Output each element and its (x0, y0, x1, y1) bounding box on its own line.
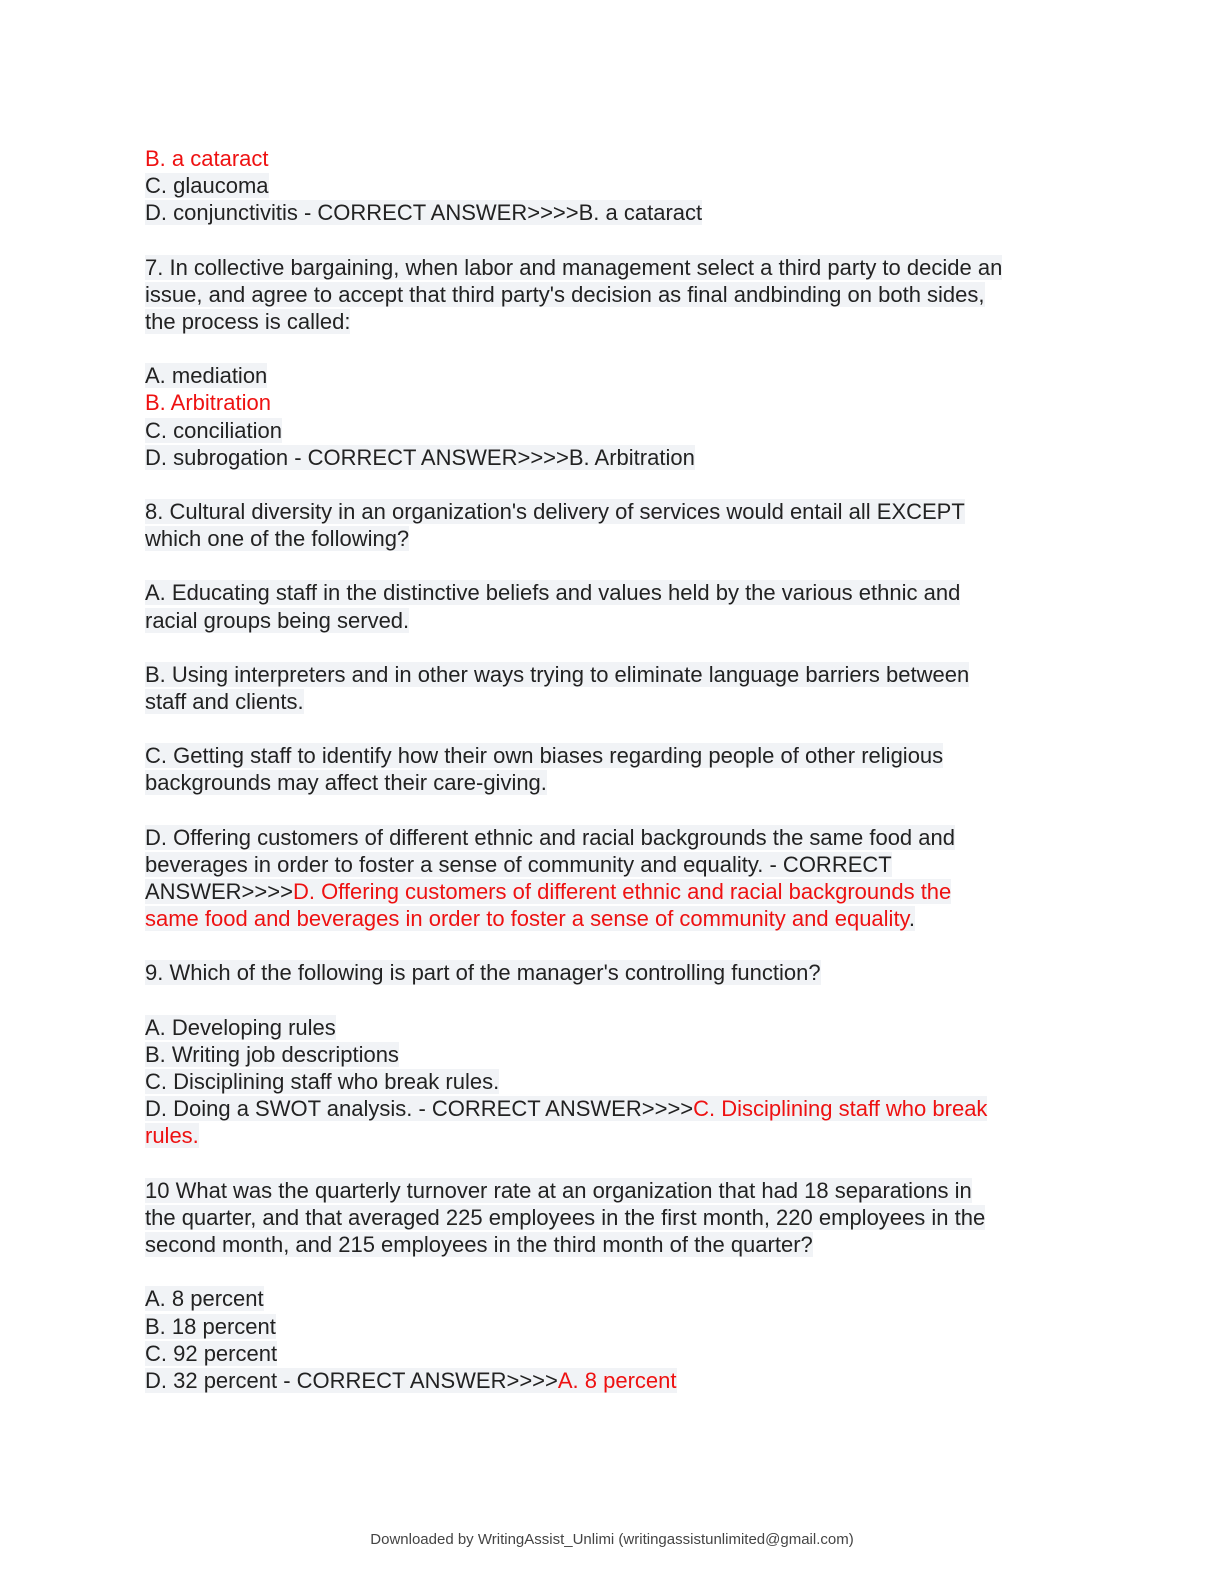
q9-option-a: A. Developing rules (145, 1014, 336, 1040)
question-10-options (145, 1285, 1080, 1394)
q7-question-line: 7. In collective bargaining, when labor and management select a third party to decide an (145, 254, 1003, 280)
q7-option-a: A. mediation (145, 363, 268, 389)
q6-answer-prefix: - CORRECT ANSWER>>>> (297, 200, 579, 226)
q10-option-b: B. 18 percent (145, 1313, 276, 1339)
q9-answer-prefix: - CORRECT ANSWER>>>> (412, 1096, 694, 1122)
q10-option-d: D. 32 percent (145, 1367, 278, 1393)
q9-option-d: D. Doing a SWOT analysis. (145, 1096, 413, 1122)
document-body (145, 145, 1080, 1421)
q9-question: 9. Which of the following is part of the manager's controlling function? (145, 960, 821, 986)
q10-question-line: 10 What was the quarterly turnover rate at an organization that had 18 separations in (145, 1177, 972, 1203)
q8-option-c-line: backgrounds may affect their care-giving. (145, 770, 547, 796)
q7-answer-prefix: - CORRECT ANSWER>>>> (288, 444, 569, 470)
q7-question-line: the process is called: (145, 309, 351, 335)
q8-question-line: which one of the following? (145, 526, 410, 552)
q8-option-b (145, 661, 1080, 715)
q8-answer-end: . (908, 906, 916, 932)
q7-answer: B. Arbitration (568, 444, 695, 470)
q7-question-line: issue, and agree to accept that third party's decision as final andbinding on both sides, (145, 281, 985, 307)
q10-question-line: the quarter, and that averaged 225 employees in the first month, 220 employees in the (145, 1204, 986, 1230)
q7-option-d: D. subrogation (145, 444, 289, 470)
q10-question-line: second month, and 215 employees in the third month of the quarter? (145, 1232, 813, 1258)
q6-option-d: D. conjunctivitis (145, 200, 298, 226)
q8-answer: same food and beverages in order to foster a sense of community and equality (145, 906, 909, 932)
q8-option-a (145, 579, 1080, 633)
q8-answer: D. Offering customers of different ethnic and racial backgrounds the (292, 879, 952, 905)
q8-option-d (145, 824, 1080, 933)
q8-option-b-line: staff and clients. (145, 689, 304, 715)
question-8 (145, 498, 1080, 552)
q8-question-line: 8. Cultural diversity in an organization's delivery of services would entail all EXCEPT (145, 499, 965, 525)
question-9 (145, 959, 1080, 986)
q8-option-d-line: D. Offering customers of different ethnic and racial backgrounds the same food and (145, 824, 955, 850)
q7-option-b: B. Arbitration (145, 390, 271, 416)
q8-option-c-line: C. Getting staff to identify how their own biases regarding people of other religious (145, 743, 944, 769)
q10-answer-prefix: - CORRECT ANSWER>>>> (277, 1367, 558, 1393)
q8-option-a-line: A. Educating staff in the distinctive beliefs and values held by the various ethnic and (145, 580, 961, 606)
q8-option-b-line: B. Using interpreters and in other ways trying to eliminate language barriers between (145, 661, 970, 687)
q10-answer: A. 8 percent (557, 1367, 677, 1393)
question-9-options (145, 1014, 1080, 1150)
q8-answer-prefix: ANSWER>>>> (145, 879, 293, 905)
q8-option-c (145, 742, 1080, 796)
question-7-options (145, 362, 1080, 471)
question-7 (145, 254, 1080, 336)
q7-option-c: C. conciliation (145, 417, 282, 443)
download-footer: Downloaded by WritingAssist_Unlimi (writingassistunlimited@gmail.com) (370, 1531, 854, 1548)
q6-option-c: C. glaucoma (145, 173, 269, 199)
q9-option-c: C. Disciplining staff who break rules. (145, 1069, 500, 1095)
q6-answer: B. a cataract (578, 200, 703, 226)
q6-option-b: B. a cataract (145, 146, 269, 171)
q10-option-a: A. 8 percent (145, 1286, 264, 1312)
q9-option-b: B. Writing job descriptions (145, 1041, 399, 1067)
question-10 (145, 1177, 1080, 1259)
q10-option-c: C. 92 percent (145, 1340, 278, 1366)
q9-answer: C. Disciplining staff who break (693, 1096, 988, 1122)
q8-option-d-line: beverages in order to foster a sense of community and equality. - CORRECT (145, 851, 892, 877)
question-6-tail (145, 145, 1080, 227)
q9-answer: rules. (145, 1123, 199, 1149)
q8-option-a-line: racial groups being served. (145, 607, 410, 633)
